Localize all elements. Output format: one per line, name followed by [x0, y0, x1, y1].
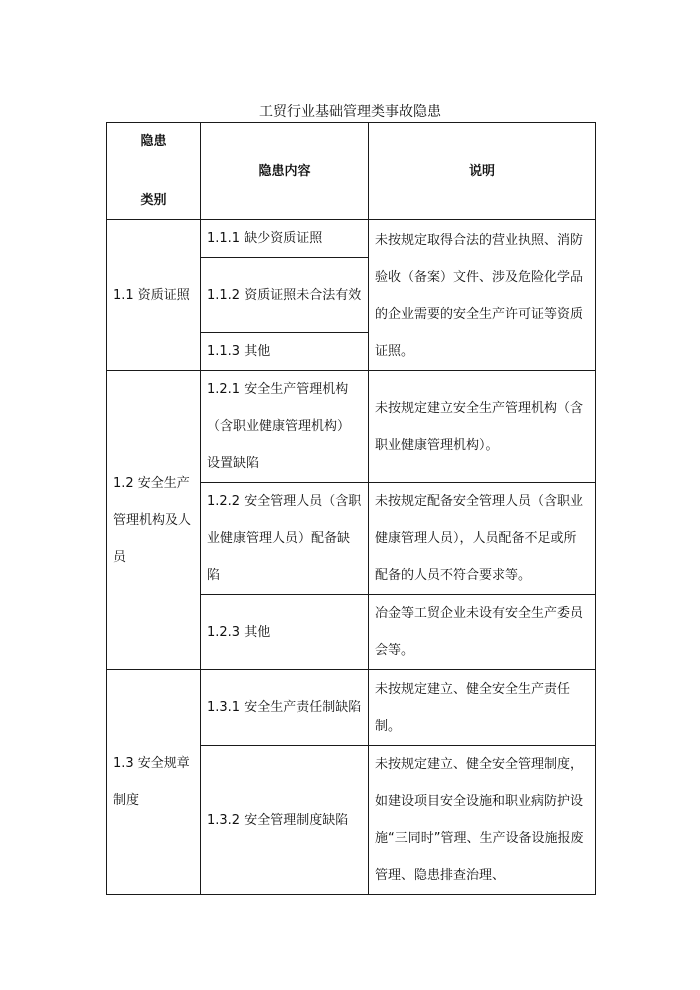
description-cell: 冶金等工贸企业未设有安全生产委员会等。 — [369, 595, 596, 670]
header-description: 说明 — [369, 123, 596, 220]
description-cell: 未按规定建立安全生产管理机构（含职业健康管理机构）。 — [369, 371, 596, 483]
category-cell: 1.1 资质证照 — [107, 220, 201, 371]
item-cell: 1.1.1 缺少资质证照 — [201, 220, 369, 258]
item-cell: 1.2.1 安全生产管理机构（含职业健康管理机构）设置缺陷 — [201, 371, 369, 483]
item-cell: 1.1.3 其他 — [201, 333, 369, 371]
header-category-line2: 类别 — [140, 193, 167, 208]
item-cell: 1.1.2 资质证照未合法有效 — [201, 258, 369, 333]
category-cell: 1.2 安全生产管理机构及人员 — [107, 371, 201, 670]
item-cell: 1.3.1 安全生产责任制缺陷 — [201, 670, 369, 746]
description-cell: 未按规定取得合法的营业执照、消防验收（备案）文件、涉及危险化学品的企业需要的安全生产许可证等资质证照。 — [369, 220, 596, 371]
header-content: 隐患内容 — [201, 123, 369, 220]
item-cell: 1.2.3 其他 — [201, 595, 369, 670]
item-cell: 1.2.2 安全管理人员（含职业健康管理人员）配备缺陷 — [201, 483, 369, 595]
header-category-line1: 隐患 — [140, 134, 167, 149]
table-header-row — [107, 123, 596, 220]
table-row — [107, 220, 596, 258]
header-category — [107, 123, 201, 220]
description-cell: 未按规定建立、健全安全生产责任制。 — [369, 670, 596, 746]
document-title: 工贸行业基础管理类事故隐患 — [259, 104, 441, 120]
hazard-table — [106, 122, 596, 895]
description-cell: 未按规定建立、健全安全管理制度，如建设项目安全设施和职业病防护设施“三同时”管理、生产设备设施报废管理、隐患排查治理、 — [369, 746, 596, 895]
table-row — [107, 371, 596, 483]
category-cell: 1.3 安全规章制度 — [107, 670, 201, 895]
description-cell: 未按规定配备安全管理人员（含职业健康管理人员），人员配备不足或所配备的人员不符合要求等。 — [369, 483, 596, 595]
table-row — [107, 670, 596, 746]
item-cell: 1.3.2 安全管理制度缺陷 — [201, 746, 369, 895]
